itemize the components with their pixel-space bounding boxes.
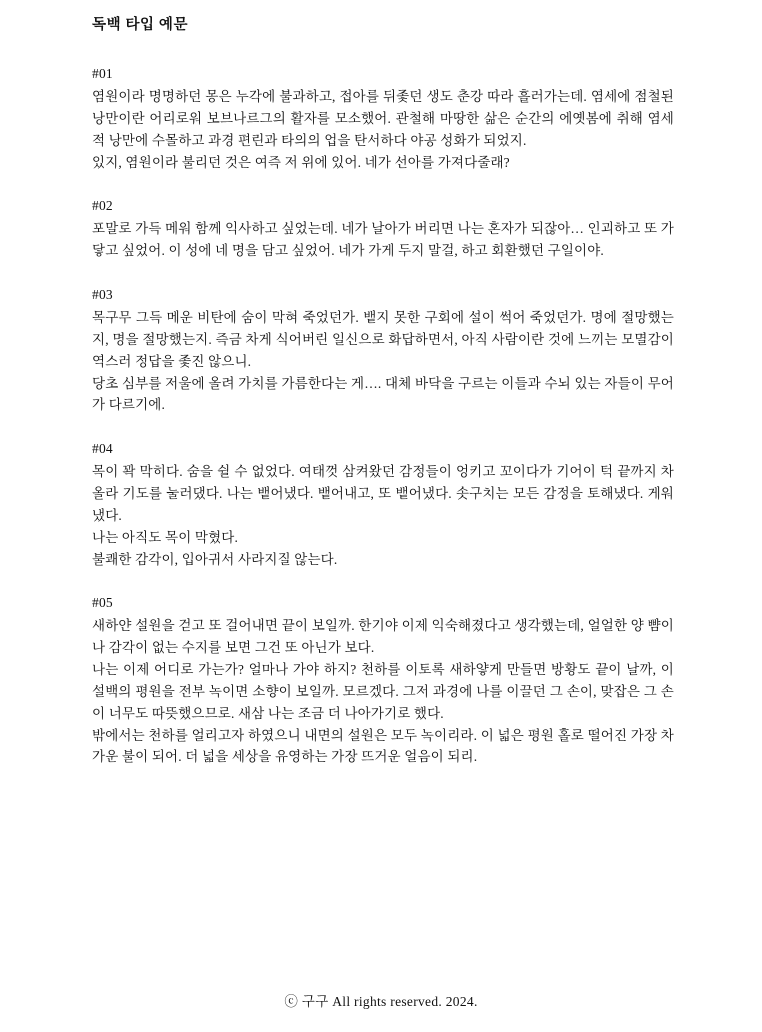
section-label: #04 <box>92 441 113 457</box>
page-title: 독백 타입 예문 <box>92 17 189 33</box>
paragraph: 포말로 가득 메워 함께 익사하고 싶었는데. 네가 날아가 버리면 나는 혼자가 되잖아… 인괴하고 또 가닿고 싶었어. 이 성에 네 명을 담고 싶었어. 네가 가게 두지 말걸, 하고 회환했던 구일이야. <box>92 221 674 259</box>
section-01 <box>92 63 674 173</box>
section-02 <box>92 195 674 262</box>
section-label: #05 <box>92 595 113 611</box>
paragraph: 염원이라 명명하던 몽은 누각에 불과하고, 접아를 뒤좇던 생도 춘강 따라 흘러가는데. 염세에 점철된 낭만이란 어리로워 보브나르그의 활자를 모소했어. 관철해 마땅한 삶은 순간의 에옛봄에 취해 염세적 낭만에 수몰하고 과경 편린과 타의의 업을 탄서하다 야공 성화가 되었지. <box>92 89 674 148</box>
paragraph: 나는 이제 어디로 가는가? 얼마나 가야 하지? 천하를 이토록 새하얗게 만들면 방황도 끝이 날까, 이 설백의 평원을 전부 녹이면 소향이 보일까. 모르겠다. 그저 과경에 나를 이끌던 그 손이, 맞잡은 그 손이 너무도 따뜻했으므로. 새삼 나는 조금 더 나아가기로 했다. <box>92 661 674 721</box>
paragraph: 목이 꽉 막히다. 숨을 쉴 수 없었다. 여태껏 삼켜왔던 감정들이 엉키고 꼬이다가 기어이 턱 끝까지 차올라 기도를 눌러댔다. 나는 뱉어냈다. 뱉어내고, 또 뱉어냈다. 솟구치는 모든 감정을 토해냈다. 게워 냈다. <box>92 464 674 523</box>
footer-copyright <box>0 990 762 1010</box>
section-03 <box>92 284 674 416</box>
section-label: #02 <box>92 198 113 214</box>
footer-text: 구구 All rights reserved. 2024. <box>301 994 478 1009</box>
paragraph: 있지, 염원이라 불리던 것은 여즉 저 위에 있어. 네가 선아를 가져다줄래? <box>92 154 510 170</box>
paragraph: 당초 심부를 저울에 올려 가치를 가름한다는 게…. 대체 바닥을 구르는 이들과 수뇌 있는 자들이 무어가 다르기에. <box>92 375 674 413</box>
section-label: #03 <box>92 287 113 303</box>
paragraph: 새하얀 설원을 걷고 또 걸어내면 끝이 보일까. 한기야 이제 익숙해졌다고 생각했는데, 얼얼한 양 뺨이나 감각이 없는 수지를 보면 그건 또 아닌가 보다. <box>92 618 674 656</box>
paragraph: 밖에서는 천하를 얼리고자 하였으니 내면의 설원은 모두 녹이리라. 이 넓은 평원 홀로 떨어진 가장 차가운 불이 되어. 더 넓을 세상을 유영하는 가장 뜨거운 얼음이 되리. <box>92 727 674 765</box>
copyright-icon: ⓒ <box>284 994 299 1009</box>
paragraph: 나는 아직도 목이 막혔다. <box>92 529 239 545</box>
section-05 <box>92 592 674 768</box>
section-label: #01 <box>92 66 113 82</box>
paragraph: 목구무 그득 메운 비탄에 숨이 막혀 죽었던가. 뱉지 못한 구회에 설이 썩어 죽었던가. 명에 절망했는지, 명을 절망했는지. 즉금 차게 식어버린 일신으로 화답하면서, 아직 사람이란 것에 느끼는 모멸감이 역스러 정답을 좇진 않으니. <box>92 309 674 369</box>
paragraph: 불쾌한 감각이, 입아귀서 사라지질 않는다. <box>92 551 338 567</box>
section-04 <box>92 438 674 570</box>
